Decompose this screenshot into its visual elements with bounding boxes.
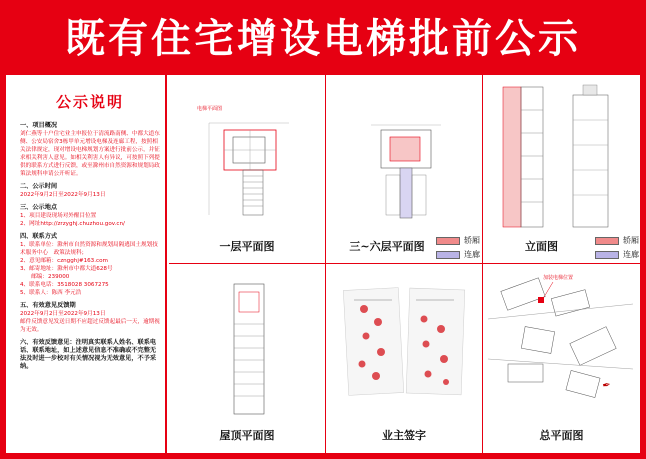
notice-board [6, 75, 640, 453]
elevation-drawing [483, 75, 640, 235]
notice-section-line: 2022年9月2日至2022年9月13日 [20, 311, 106, 317]
elevation-legend [595, 235, 639, 263]
notice-column [6, 75, 167, 453]
signatures-image [326, 264, 483, 414]
floor3-6-label: 三~六层平面图 [349, 240, 425, 253]
notice-section-heading: 三、公示地点 [20, 204, 58, 211]
corridor-swatch [595, 251, 619, 259]
elevation-label: 立面图 [525, 240, 558, 253]
page-title: 既有住宅增设电梯批前公示 [65, 15, 581, 62]
notice-section [20, 339, 160, 371]
notice-section [20, 183, 160, 199]
notice-sections [20, 122, 160, 371]
notice-section-line: 5、联系人：陈西 李元浩 [20, 290, 82, 296]
notice-section-line: 邮件反馈意见发送日期不应超过反馈起最后一天，逾期视为无效。 [20, 319, 160, 333]
notice-section-line: 2022年9月2日至2022年9月13日 [20, 192, 106, 198]
notice-section [20, 122, 160, 178]
floor1-panel [169, 75, 326, 264]
floor1-caption: 电梯平面图 [197, 106, 223, 112]
notice-section-line: 3、邮寄地址：滁州市中都大道628号 [20, 266, 113, 272]
notice-section-line: 邮编：239000 [20, 274, 70, 280]
roof-label: 屋顶平面图 [219, 429, 275, 442]
notice-section [20, 302, 160, 334]
site-plan-panel [483, 264, 640, 453]
notice-section-line: 刘仁燕等十户住宅业主申报位于清流路南侧、中都大道东侧、公安局宿舍3栋甲单元增设电梯及连廊工程，按照相关法律规定，现对增设电梯规划方案进行批前公示，并征求相关利害人意见。如相关利害人有异议，可按照下列提供的联系方式进行反馈，或至滁州市自然资源和规划局政策法规科申请公开听证。 [20, 131, 160, 177]
elevation-panel [483, 75, 640, 264]
site-plan-drawing [483, 264, 640, 414]
legend-car-label-2: 轿厢 [623, 236, 639, 245]
notice-section-heading: 二、公示时间 [20, 183, 58, 190]
floor3-6-panel [326, 75, 483, 264]
roof-drawing [169, 264, 326, 424]
drawings-grid [169, 75, 640, 453]
site-caption: 加装电梯位置 [543, 275, 574, 281]
notice-heading: 公示说明 [55, 93, 124, 111]
roof-panel [169, 264, 326, 453]
notice-section-line: 2、网址http://zrzyghj.chuzhou.gov.cn/ [20, 221, 125, 227]
signatures-panel [326, 264, 483, 453]
title-banner [0, 0, 646, 70]
notice-section-heading: 四、联系方式 [20, 233, 58, 240]
notice-section-line: 1、联系单位：滁州市自然资源和规划局隔逃国土规划技术服务中心 政策法规科； [20, 242, 158, 256]
floor3-6-drawing [326, 75, 483, 225]
svg-text:✒: ✒ [601, 379, 612, 392]
notice-section-heading: 一、项目概况 [20, 122, 58, 129]
car-swatch [595, 237, 619, 245]
notice-section [20, 204, 160, 228]
notice-section-heading: 六、有效反馈意见：注明真实联系人姓名、联系电话、联系地址，如上述意见信息不准确或不完整无法及时进一步校对有关情况视为无效意见，不予采纳。 [20, 339, 157, 370]
notice-section-heading: 五、有效意见反馈期 [20, 302, 76, 309]
legend-corridor-label: 连廊 [464, 250, 480, 259]
legend-corridor-label-2: 连廊 [623, 250, 639, 259]
notice-section [20, 233, 160, 297]
site-plan-label: 总平面图 [539, 429, 584, 442]
notice-section-line: 4、联系电话：3518028 3067275 [20, 282, 109, 288]
notice-section-line: 2、意见邮箱：czngghj#163.com [20, 258, 108, 264]
signatures-label: 业主签字 [382, 429, 426, 442]
legend-car-label: 轿厢 [464, 236, 480, 245]
notice-section-line: 1、项目建设现场对外醒目位置 [20, 213, 97, 219]
floor1-drawing [169, 75, 326, 225]
floor1-label: 一层平面图 [219, 240, 275, 253]
